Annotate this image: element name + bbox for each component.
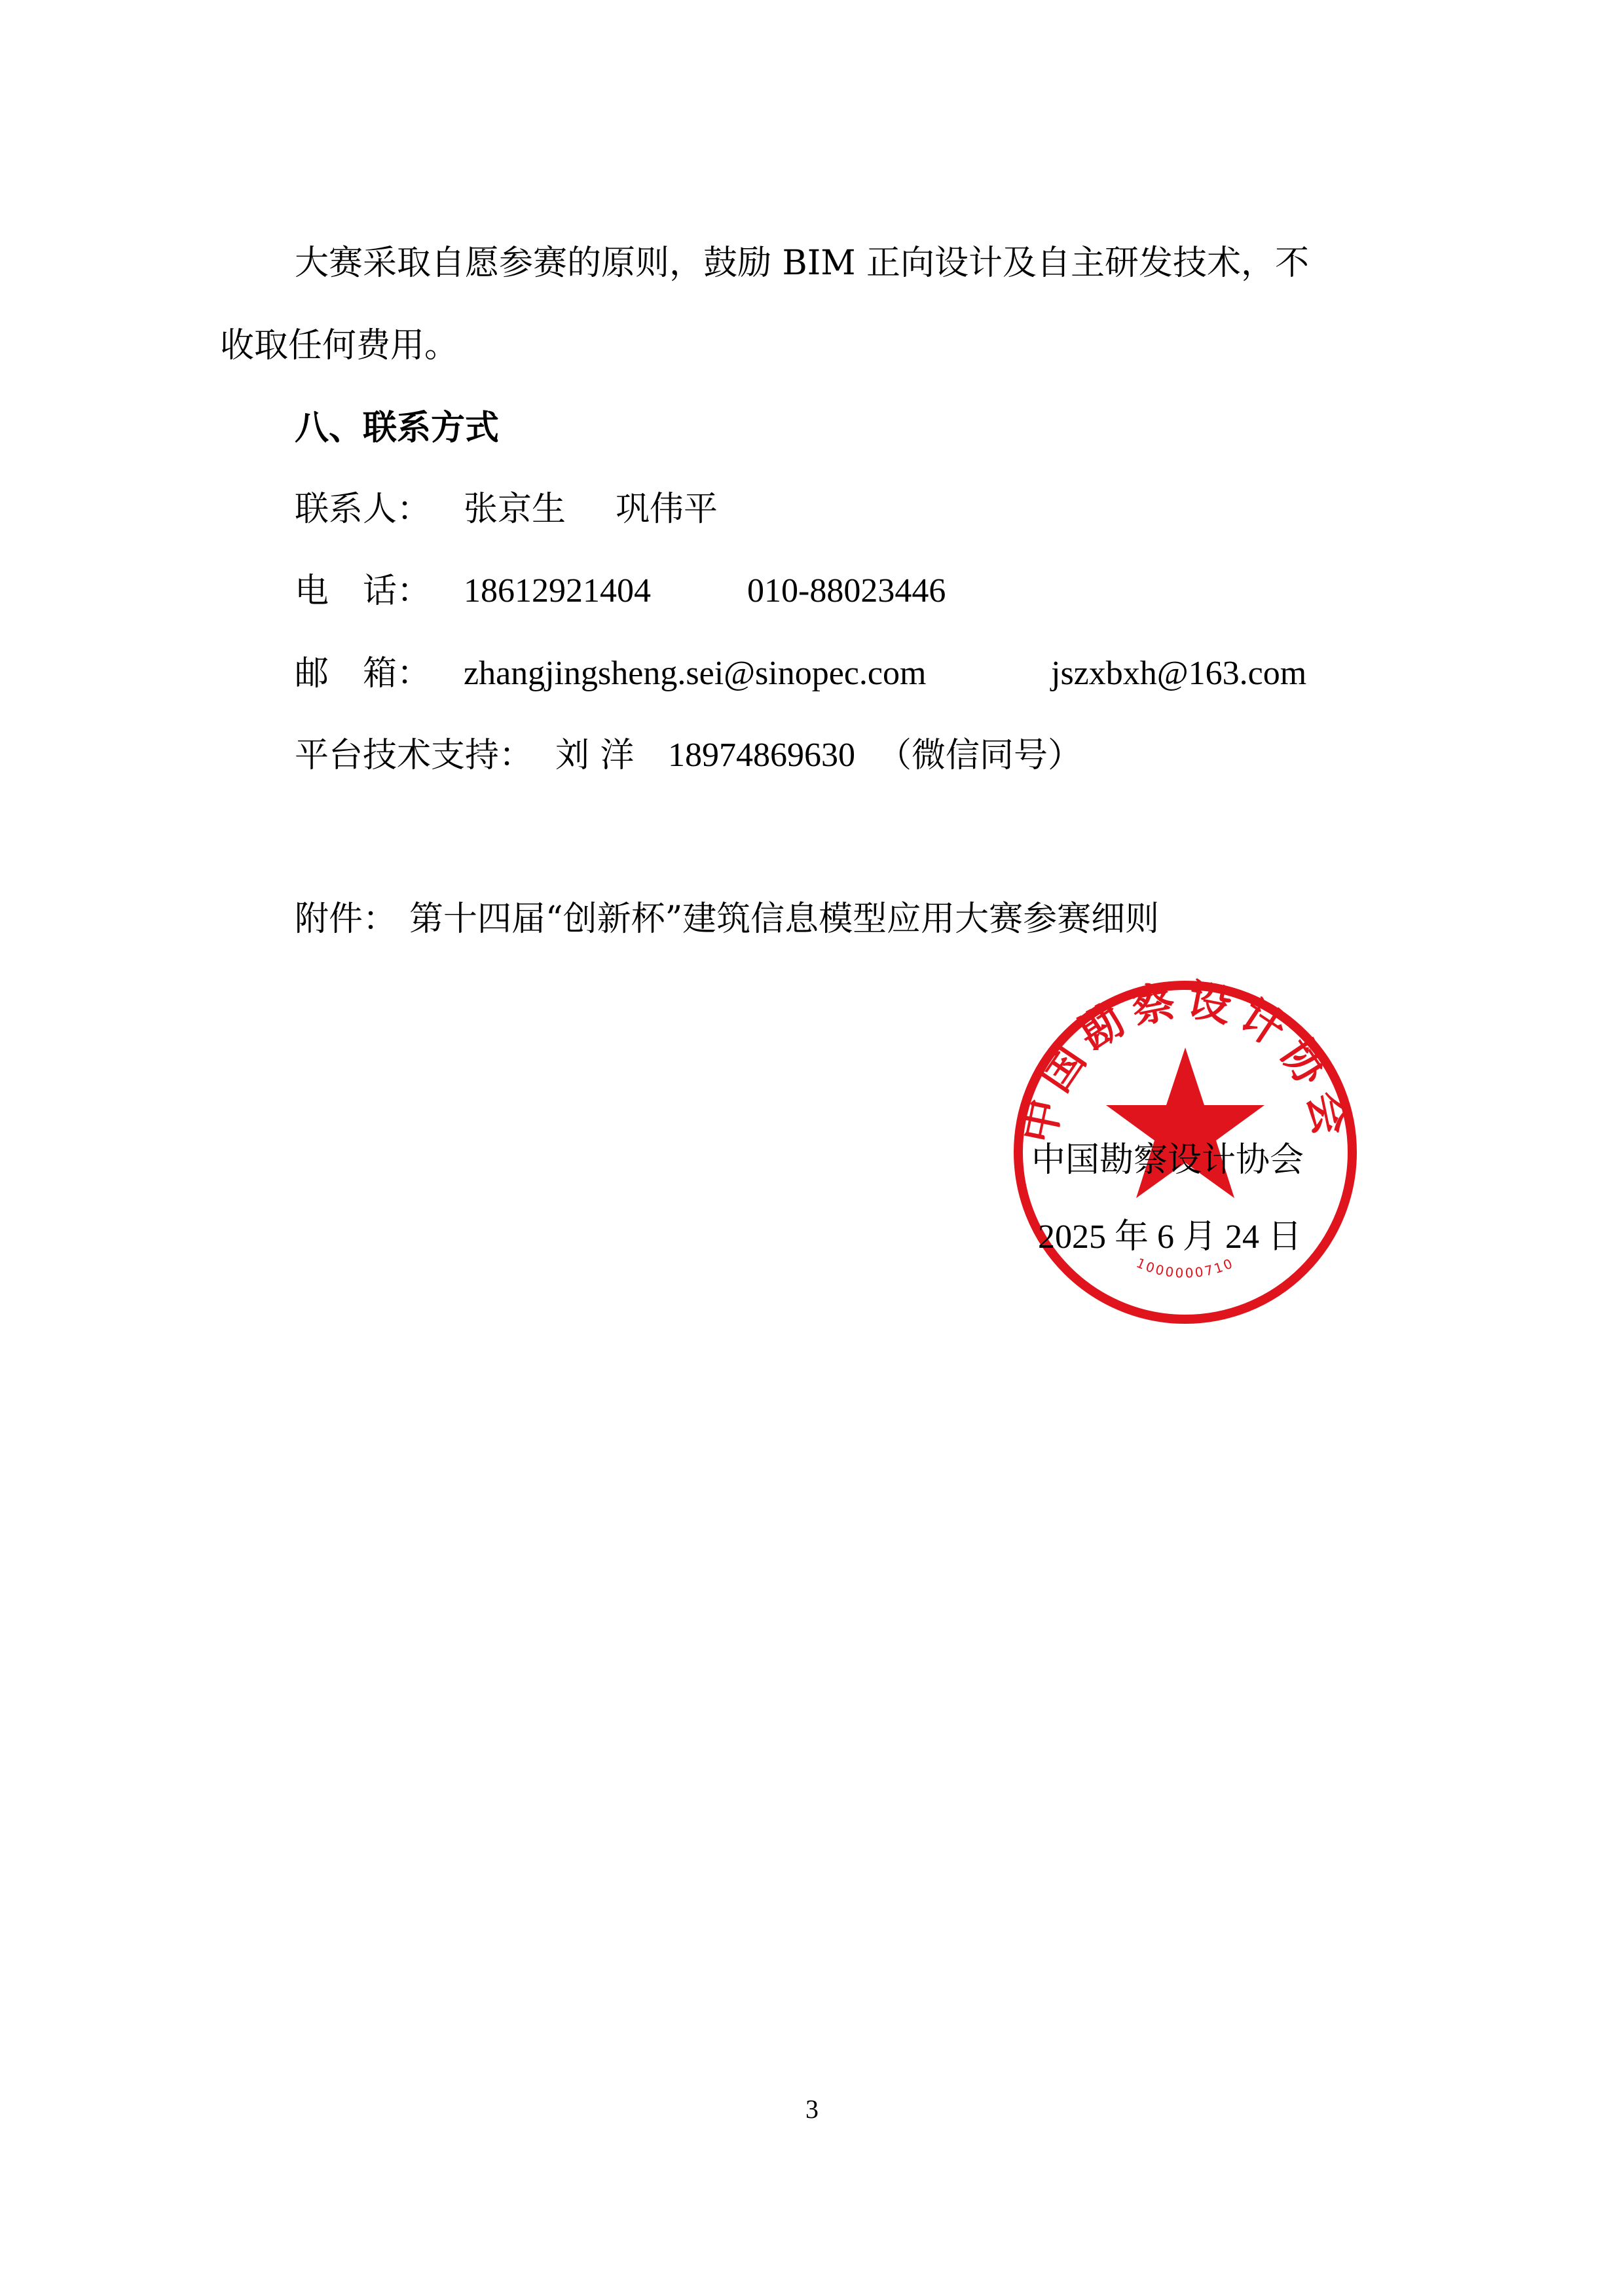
phone-number-2: 010-88023446: [747, 572, 946, 610]
page-number: 3: [805, 2094, 819, 2124]
seal-arc-text: 中国勘察设计协会: [1012, 975, 1358, 1148]
paragraph-line-1: 大赛采取自愿参赛的原则，鼓励 BIM 正向设计及自主研发技术，不: [295, 244, 1310, 283]
phone-label: 电 话：: [295, 572, 432, 611]
email-address-2[interactable]: jszxbxh@163.com: [1051, 655, 1307, 692]
signature-date: 2025 年 6 月 24 日: [1038, 1218, 1302, 1256]
attachment-text: 第十四届“创新杯”建筑信息模型应用大赛参赛细则: [409, 900, 1160, 939]
email-label: 邮 箱：: [295, 654, 432, 693]
signature-organization: 中国勘察设计协会: [1031, 1140, 1304, 1180]
contact-person-label: 联系人：: [295, 490, 432, 529]
section-heading-contact: 八、联系方式: [295, 409, 500, 448]
phone-number-1: 18612921404: [464, 572, 651, 610]
support-note: （微信同号）: [877, 736, 1082, 775]
support-phone: 18974869630: [668, 737, 855, 774]
email-address-1[interactable]: zhangjingsheng.sei@sinopec.com: [464, 655, 927, 692]
paragraph-line-2: 收取任何费用。: [220, 326, 459, 365]
seal-serial: 1000000710: [1134, 1254, 1237, 1281]
contact-person-1: 张京生: [464, 490, 566, 529]
attachment-label: 附件：: [295, 900, 397, 939]
support-name: 刘 洋: [555, 736, 635, 775]
support-label: 平台技术支持：: [295, 736, 534, 775]
contact-person-2: 巩伟平: [616, 490, 718, 529]
